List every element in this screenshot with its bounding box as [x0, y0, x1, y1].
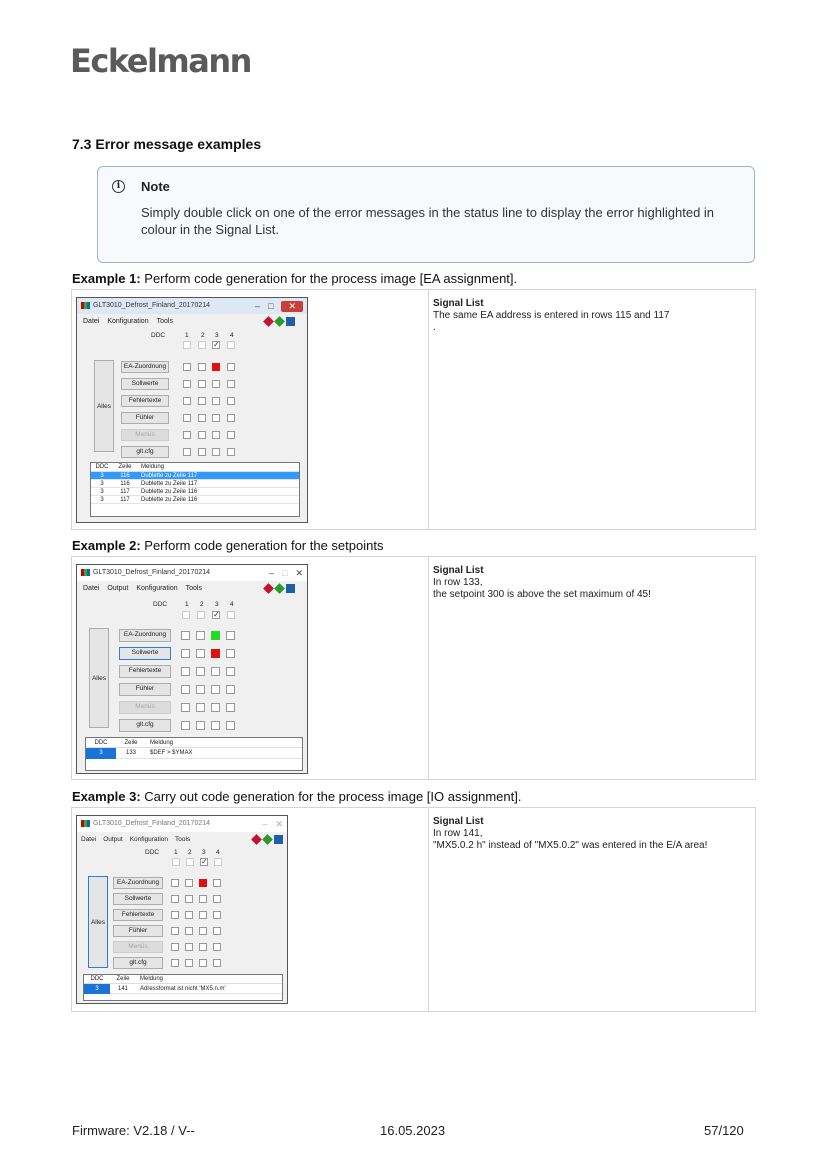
- fehlertexte-button[interactable]: Fehlertexte: [119, 665, 171, 678]
- ddc-checkbox[interactable]: [172, 858, 180, 866]
- checkbox[interactable]: [199, 911, 207, 919]
- ddc-number: 2: [188, 849, 192, 856]
- checkbox[interactable]: [171, 927, 179, 935]
- fehlertexte-button[interactable]: Fehlertexte: [113, 909, 163, 921]
- checkbox[interactable]: [181, 667, 190, 676]
- language-flags-icon[interactable]: [264, 317, 295, 326]
- example-3-table: [71, 807, 756, 1012]
- minimize-icon[interactable]: –: [269, 568, 275, 578]
- ddc-label: DDC: [151, 332, 166, 339]
- checkbox[interactable]: [199, 943, 207, 951]
- checkbox[interactable]: [213, 927, 221, 935]
- message-grid: [83, 974, 283, 1001]
- signal-line: .: [433, 322, 436, 333]
- menu-datei[interactable]: Datei: [81, 836, 97, 843]
- checkbox[interactable]: [196, 721, 205, 730]
- example-1-label: Example 1: Perform code generation for the process image [EA assignment].: [72, 271, 518, 286]
- menu-output[interactable]: Output: [107, 585, 129, 592]
- fuehler-button[interactable]: Fühler: [121, 412, 169, 424]
- ddc-number: 3: [215, 601, 219, 608]
- ok-indicator[interactable]: [211, 631, 220, 640]
- menues-button[interactable]: Menüs: [113, 941, 163, 953]
- signal-list-note-1: [433, 298, 753, 334]
- window-title: GLT3010_Defrost_Finland_20170214: [93, 569, 211, 576]
- example-2-label: Example 2: Perform code generation for the setpoints: [72, 538, 384, 553]
- screenshot-window-1: [76, 297, 308, 523]
- menues-button[interactable]: Menüs: [121, 429, 169, 441]
- ea-zuordnung-button[interactable]: EA-Zuordnung: [121, 361, 169, 373]
- col-meldung: Meldung: [141, 464, 165, 470]
- menu-tools[interactable]: Tools: [185, 585, 202, 592]
- checkbox[interactable]: [171, 943, 179, 951]
- screenshot-window-2: [76, 564, 308, 774]
- grid-row[interactable]: 3 141 Adressformat ist nicht 'MX5.n.m': [84, 984, 282, 994]
- checkbox[interactable]: [181, 703, 190, 712]
- ddc-number: 1: [185, 601, 189, 608]
- checkbox[interactable]: [181, 631, 190, 640]
- checkbox[interactable]: [227, 363, 235, 371]
- checkbox[interactable]: [183, 414, 191, 422]
- grid-row[interactable]: 3 116 Dublette zu Zeile 117: [91, 472, 299, 480]
- close-icon[interactable]: ✕: [281, 301, 303, 312]
- checkbox[interactable]: [212, 397, 220, 405]
- checkbox[interactable]: [185, 911, 193, 919]
- checkbox[interactable]: [226, 649, 235, 658]
- ddc-number: 2: [201, 332, 205, 339]
- checkbox[interactable]: [181, 721, 190, 730]
- checkbox[interactable]: [183, 397, 191, 405]
- signal-list-title: Signal List: [433, 816, 484, 827]
- footer-page-number: 57/120: [704, 1123, 744, 1138]
- checkbox[interactable]: [211, 721, 220, 730]
- ddc-checkbox[interactable]: [197, 611, 205, 619]
- signal-line: In row 133,: [433, 577, 483, 588]
- ddc-checkbox[interactable]: [198, 341, 206, 349]
- checkbox[interactable]: [185, 943, 193, 951]
- ddc-label: DDC: [145, 849, 160, 856]
- sollwerte-button[interactable]: Sollwerte: [119, 647, 171, 660]
- language-flags-icon[interactable]: [252, 835, 283, 844]
- ddc-checkbox[interactable]: [227, 341, 235, 349]
- app-icon: [81, 569, 90, 576]
- menu-konfiguration[interactable]: Konfiguration: [136, 585, 178, 592]
- ddc-checkbox[interactable]: [183, 341, 191, 349]
- checkbox[interactable]: [199, 959, 207, 967]
- grid-row[interactable]: 3 117 Dublette zu Zeile 116: [91, 488, 299, 496]
- checkbox[interactable]: [171, 895, 179, 903]
- section-title: 7.3 Error message examples: [72, 136, 262, 152]
- checkbox[interactable]: [213, 943, 221, 951]
- checkbox[interactable]: [227, 414, 235, 422]
- ddc-number: 1: [174, 849, 178, 856]
- alles-button[interactable]: Alles: [88, 876, 108, 968]
- col-meldung: Meldung: [140, 976, 164, 982]
- checkbox[interactable]: [227, 431, 235, 439]
- ea-zuordnung-button[interactable]: EA-Zuordnung: [113, 877, 163, 889]
- checkbox[interactable]: [196, 631, 205, 640]
- error-indicator[interactable]: [199, 879, 207, 887]
- checkbox[interactable]: [171, 911, 179, 919]
- example-1-table: [71, 289, 756, 530]
- menu-output[interactable]: Output: [103, 836, 123, 843]
- screenshot-window-3: [76, 815, 288, 1004]
- checkbox[interactable]: [185, 879, 193, 887]
- checkbox[interactable]: [226, 667, 235, 676]
- sollwerte-button[interactable]: Sollwerte: [113, 893, 163, 905]
- checkbox[interactable]: [213, 879, 221, 887]
- language-flags-icon[interactable]: [264, 584, 295, 593]
- ddc-checkbox[interactable]: [186, 858, 194, 866]
- fuehler-button[interactable]: Fühler: [119, 683, 171, 696]
- checkbox[interactable]: [198, 414, 206, 422]
- checkbox[interactable]: [171, 879, 179, 887]
- menu-datei[interactable]: Datei: [83, 318, 100, 325]
- checkbox[interactable]: [198, 363, 206, 371]
- signal-line: In row 141,: [433, 828, 483, 839]
- app-icon: [81, 820, 90, 827]
- checkbox[interactable]: [196, 703, 205, 712]
- menu-tools[interactable]: Tools: [175, 836, 191, 843]
- sollwerte-button[interactable]: Sollwerte: [121, 378, 169, 390]
- checkbox[interactable]: [213, 911, 221, 919]
- info-icon: i: [112, 180, 125, 193]
- error-indicator[interactable]: [211, 649, 220, 658]
- checkbox[interactable]: [185, 927, 193, 935]
- grid-row[interactable]: 3 133 $DEF > $YMAX: [86, 748, 302, 759]
- col-ddc: DDC: [95, 464, 109, 470]
- signal-list-note-3: [433, 816, 753, 852]
- ddc-number: 3: [215, 332, 219, 339]
- checkbox[interactable]: [198, 448, 206, 456]
- glt-cfg-button[interactable]: glt.cfg: [119, 719, 171, 732]
- example-2-table: [71, 556, 756, 780]
- glt-cfg-button[interactable]: glt.cfg: [113, 957, 163, 969]
- fuehler-button[interactable]: Fühler: [113, 925, 163, 937]
- ddc-number: 1: [185, 332, 189, 339]
- ddc-checkbox[interactable]: [227, 611, 235, 619]
- checkbox[interactable]: [212, 448, 220, 456]
- checkbox[interactable]: [227, 380, 235, 388]
- ddc-number: 4: [230, 332, 234, 339]
- checkbox[interactable]: [196, 667, 205, 676]
- checkbox[interactable]: [227, 397, 235, 405]
- checkbox[interactable]: [183, 431, 191, 439]
- grid-row[interactable]: 3 116 Dublette zu Zeile 117: [91, 480, 299, 488]
- checkbox[interactable]: [211, 703, 220, 712]
- note-body: Simply double click on one of the error messages in the status line to display the error highlighted in colour in the Signal List.: [141, 205, 715, 237]
- checkbox[interactable]: [227, 448, 235, 456]
- checkbox[interactable]: [211, 685, 220, 694]
- menu-datei[interactable]: Datei: [83, 585, 100, 592]
- note-box: [97, 166, 755, 263]
- checkbox[interactable]: [199, 895, 207, 903]
- fehlertexte-button[interactable]: Fehlertexte: [121, 395, 169, 407]
- ea-zuordnung-button[interactable]: EA-Zuordnung: [119, 629, 171, 642]
- window-title: GLT3010_Defrost_Finland_20170214: [93, 820, 211, 827]
- checkbox[interactable]: [212, 431, 220, 439]
- checkbox[interactable]: [213, 895, 221, 903]
- minimize-icon[interactable]: –: [262, 819, 268, 829]
- signal-list-note-2: [433, 565, 753, 601]
- ddc-checkbox[interactable]: [182, 611, 190, 619]
- signal-line: The same EA address is entered in rows 115 and 117: [433, 310, 670, 321]
- ddc-checkbox[interactable]: [212, 611, 220, 619]
- col-zeile: Zeile: [124, 739, 138, 746]
- note-title: Note: [141, 179, 170, 194]
- minimize-icon[interactable]: –: [255, 301, 261, 311]
- col-ddc: DDC: [94, 739, 108, 746]
- menu-konfiguration[interactable]: Konfiguration: [107, 318, 149, 325]
- window-title: GLT3010_Defrost_Finland_20170214: [93, 302, 211, 309]
- error-indicator[interactable]: [212, 363, 220, 371]
- checkbox[interactable]: [213, 959, 221, 967]
- message-grid: [85, 737, 303, 771]
- signal-list-title: Signal List: [433, 565, 484, 576]
- menu-konfiguration[interactable]: Konfiguration: [129, 836, 169, 843]
- close-icon[interactable]: ✕: [275, 819, 283, 829]
- checkbox[interactable]: [181, 649, 190, 658]
- checkbox[interactable]: [171, 959, 179, 967]
- message-grid: [90, 462, 300, 517]
- col-zeile: Zeile: [118, 464, 132, 470]
- ddc-checkbox[interactable]: [212, 341, 220, 349]
- ddc-number: 3: [202, 849, 206, 856]
- signal-line: "MX5.0.2 h" instead of "MX5.0.2" was entered in the E/A area!: [433, 840, 708, 851]
- footer-firmware: Firmware: V2.18 / V--: [72, 1123, 195, 1138]
- checkbox[interactable]: [198, 431, 206, 439]
- checkbox[interactable]: [185, 895, 193, 903]
- maximize-icon[interactable]: □: [282, 568, 288, 578]
- glt-cfg-button[interactable]: glt.cfg: [121, 446, 169, 458]
- alles-button[interactable]: Alles: [89, 628, 109, 728]
- checkbox[interactable]: [226, 703, 235, 712]
- checkbox[interactable]: [212, 414, 220, 422]
- checkbox[interactable]: [212, 380, 220, 388]
- checkbox[interactable]: [226, 721, 235, 730]
- col-zeile: Zeile: [116, 976, 130, 982]
- checkbox[interactable]: [226, 631, 235, 640]
- ddc-label: DDC: [153, 601, 168, 608]
- close-icon[interactable]: ✕: [295, 568, 303, 578]
- ddc-checkbox[interactable]: [200, 858, 208, 866]
- checkbox[interactable]: [181, 685, 190, 694]
- maximize-icon[interactable]: □: [268, 301, 274, 311]
- signal-list-title: Signal List: [433, 298, 484, 309]
- grid-row[interactable]: 3 117 Dublette zu Zeile 116: [91, 496, 299, 504]
- ddc-checkbox[interactable]: [214, 858, 222, 866]
- checkbox[interactable]: [183, 363, 191, 371]
- ddc-number: 4: [230, 601, 234, 608]
- checkbox[interactable]: [183, 448, 191, 456]
- ddc-number: 4: [216, 849, 220, 856]
- footer-date: 16.05.2023: [380, 1123, 446, 1138]
- checkbox[interactable]: [198, 380, 206, 388]
- example-3-label: Example 3: Carry out code generation for the process image [IO assignment].: [72, 789, 522, 804]
- checkbox[interactable]: [199, 927, 207, 935]
- menu-tools[interactable]: Tools: [156, 318, 173, 325]
- checkbox[interactable]: [185, 959, 193, 967]
- app-icon: [81, 302, 90, 309]
- col-ddc: DDC: [90, 976, 104, 982]
- checkbox[interactable]: [198, 397, 206, 405]
- signal-line: the setpoint 300 is above the set maximum of 45!: [433, 589, 651, 600]
- menues-button[interactable]: Menüs: [119, 701, 171, 714]
- checkbox[interactable]: [196, 649, 205, 658]
- checkbox[interactable]: [226, 685, 235, 694]
- alles-button[interactable]: Alles: [94, 360, 114, 452]
- checkbox[interactable]: [211, 667, 220, 676]
- brand-logo: Eckelmann: [70, 42, 251, 80]
- checkbox[interactable]: [183, 380, 191, 388]
- col-meldung: Meldung: [150, 739, 174, 746]
- checkbox[interactable]: [196, 685, 205, 694]
- ddc-number: 2: [200, 601, 204, 608]
